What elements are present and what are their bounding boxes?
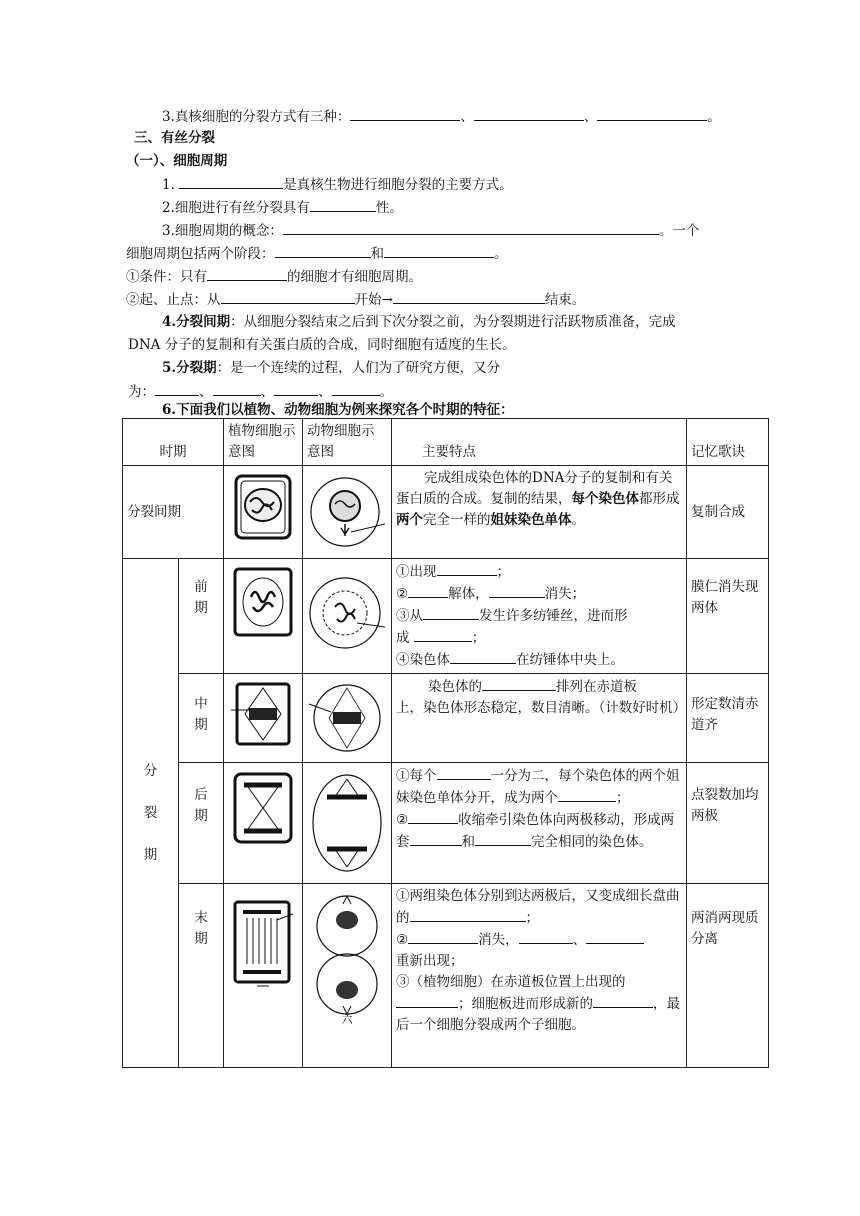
feature-text: ④染色体 bbox=[396, 652, 450, 668]
feature-text: 完成组成染色体的DNA分子的复制和有关蛋白质的合成。复制的结果， bbox=[396, 470, 673, 507]
item-title: 4.分裂间期 bbox=[162, 314, 231, 330]
feature-text: 重新出现； bbox=[396, 953, 464, 969]
feature-text: 都形成 bbox=[639, 491, 680, 507]
header-period: 时期 bbox=[123, 419, 224, 466]
m-phase-char: 分 bbox=[143, 762, 158, 779]
item-text: ：是一个连续的过程，人们为了研究方便，又分 bbox=[216, 360, 501, 376]
blank[interactable] bbox=[414, 627, 472, 642]
period-mark: 。 bbox=[379, 384, 393, 400]
table-row bbox=[123, 884, 769, 1068]
blank[interactable] bbox=[489, 583, 545, 598]
item-text: 开始→ bbox=[354, 292, 393, 308]
blank[interactable] bbox=[593, 993, 653, 1008]
feature-text: 和 bbox=[461, 834, 475, 850]
item-text: ①条件：只有 bbox=[126, 269, 207, 285]
feature-text: ③（植物细胞）在赤道板位置上出现的 bbox=[396, 974, 626, 990]
blank[interactable] bbox=[437, 561, 497, 576]
metaphase-mnemonic: 形定数清赤道齐 bbox=[687, 674, 769, 763]
feature-text: 染色体的 bbox=[428, 679, 482, 695]
blank[interactable] bbox=[437, 765, 491, 780]
period-mark: 。 bbox=[707, 109, 721, 125]
blank[interactable] bbox=[207, 266, 287, 281]
item-6: 6.下面我们以植物、动物细胞为例来探究各个时期的特征： bbox=[162, 402, 514, 418]
feature-text: ；细胞板进而形成新的 bbox=[458, 996, 593, 1012]
header-features: 主要特点 bbox=[392, 419, 687, 466]
item-text: 和 bbox=[370, 246, 384, 262]
feature-text: 消失； bbox=[544, 586, 586, 602]
blank[interactable] bbox=[475, 831, 531, 846]
phase-char: 前 bbox=[194, 579, 208, 595]
blank[interactable] bbox=[221, 289, 355, 304]
blank[interactable] bbox=[275, 243, 371, 258]
separator: 、 bbox=[199, 384, 213, 400]
plant-anaphase-figure bbox=[224, 763, 303, 884]
feature-text: ，最后一个细胞分裂成两个子细胞。 bbox=[396, 996, 680, 1033]
blank[interactable] bbox=[474, 106, 584, 121]
figure-label: 六 bbox=[341, 1013, 353, 1026]
header-animal: 动物细胞示意图 bbox=[303, 419, 392, 466]
plant-cell-metaphase-image bbox=[231, 682, 295, 746]
feature-text: 、 bbox=[572, 932, 587, 948]
telophase-features bbox=[392, 884, 687, 1068]
item-4 bbox=[162, 312, 676, 332]
item-number: 1. bbox=[162, 177, 175, 193]
feature-text: 消失， bbox=[478, 932, 519, 948]
plant-cell-telophase-image bbox=[231, 900, 295, 990]
blank[interactable] bbox=[558, 787, 616, 802]
question-3-text: 3.真核细胞的分裂方式有三种： bbox=[162, 109, 351, 125]
plant-cell-prophase-image bbox=[233, 567, 293, 637]
blank[interactable] bbox=[310, 197, 376, 212]
m-phase-label bbox=[123, 559, 179, 1068]
plant-metaphase-figure bbox=[224, 674, 303, 763]
item-text: 2.细胞进行有丝分裂具有 bbox=[162, 200, 310, 216]
plant-prophase-figure bbox=[224, 559, 303, 674]
table-row bbox=[123, 559, 769, 674]
subsection-1-title: （一）、细胞周期 bbox=[126, 153, 228, 169]
table-row bbox=[123, 466, 769, 559]
m-phase-char: 裂 bbox=[143, 804, 158, 821]
blank[interactable] bbox=[155, 381, 199, 396]
blank[interactable] bbox=[274, 381, 318, 396]
phase-char: 中 bbox=[194, 696, 208, 712]
metaphase-name bbox=[179, 674, 224, 763]
feature-text: ② bbox=[396, 932, 409, 948]
blank[interactable] bbox=[350, 106, 460, 121]
item-text: 。 bbox=[494, 246, 508, 262]
feature-text: 完全相同的染色体。 bbox=[531, 834, 653, 850]
item-text: 是真核生物进行细胞分裂的主要方式。 bbox=[283, 177, 513, 193]
plant-telophase-figure bbox=[224, 884, 303, 1068]
item-text: ②起、止点：从 bbox=[126, 292, 221, 308]
item-text: 为： bbox=[128, 384, 155, 400]
feature-text: ； bbox=[471, 630, 486, 646]
feature-text: ② bbox=[396, 812, 409, 828]
feature-text: ③从 bbox=[396, 608, 423, 624]
blank[interactable] bbox=[423, 605, 479, 620]
interphase-features bbox=[392, 466, 687, 559]
prophase-mnemonic: 膜仁消失现两体 bbox=[687, 559, 769, 674]
feature-text: 上，染色体形态稳定，数目清晰。（计数好时机） bbox=[396, 700, 687, 716]
plant-interphase-figure bbox=[224, 466, 303, 559]
condition-line bbox=[126, 266, 422, 287]
prophase-name bbox=[179, 559, 224, 674]
interphase-name: 分裂间期 bbox=[123, 466, 224, 559]
telophase-name bbox=[179, 884, 224, 1068]
feature-text: 在纺锤体中央上。 bbox=[516, 652, 624, 668]
table-row bbox=[123, 674, 769, 763]
blank[interactable] bbox=[179, 174, 283, 189]
animal-prophase-figure bbox=[303, 559, 392, 674]
item-1 bbox=[162, 174, 513, 195]
item-text: 的细胞才有细胞周期。 bbox=[287, 269, 422, 285]
feature-text: ； bbox=[496, 564, 510, 580]
separator: 、 bbox=[583, 109, 598, 125]
section-3-title: 三、有丝分裂 bbox=[134, 130, 215, 146]
anaphase-features bbox=[392, 763, 687, 884]
item-text: 细胞周期包括两个阶段： bbox=[126, 246, 275, 262]
feature-text: ①两组染色体分别到达两极后，又变成细长盘曲的 bbox=[396, 888, 680, 926]
prophase-features bbox=[392, 559, 687, 674]
table-row bbox=[123, 763, 769, 884]
item-text: 结束。 bbox=[544, 292, 586, 308]
feature-text: ； bbox=[525, 910, 539, 926]
feature-emphasis: 姐妹染色单体 bbox=[490, 512, 572, 528]
feature-text: 完全一样的 bbox=[423, 512, 491, 528]
feature-emphasis: 每个染色体 bbox=[571, 491, 639, 507]
blank[interactable] bbox=[410, 831, 462, 846]
feature-text: ② bbox=[396, 586, 409, 602]
phase-char: 期 bbox=[194, 808, 208, 824]
item-text: 性。 bbox=[375, 200, 403, 216]
blank[interactable] bbox=[396, 993, 458, 1008]
question-3-line bbox=[162, 106, 721, 127]
animal-cell-metaphase-image bbox=[307, 682, 387, 754]
feature-text: ①出现 bbox=[396, 564, 437, 580]
blank[interactable] bbox=[408, 809, 458, 824]
blank[interactable] bbox=[393, 289, 545, 304]
item-text: 。一个 bbox=[658, 223, 700, 239]
animal-cell-telophase-image bbox=[307, 892, 387, 1026]
mitosis-table bbox=[122, 418, 769, 1068]
item-text: 3.细胞周期的概念： bbox=[162, 223, 283, 239]
separator: 、 bbox=[318, 384, 332, 400]
blank[interactable] bbox=[586, 929, 644, 944]
blank[interactable] bbox=[384, 243, 494, 258]
phase-char: 期 bbox=[194, 600, 208, 616]
header-plant: 植物细胞示意图 bbox=[224, 419, 303, 466]
plant-cell-interphase-image bbox=[234, 474, 292, 540]
item-3-cont bbox=[126, 243, 508, 264]
item-text: ：从细胞分裂结束之后到下次分裂之前，为分裂期进行活跃物质准备，完成 bbox=[230, 314, 676, 330]
item-4-cont: DNA 分子的复制和有关蛋白质的合成，同时细胞有适度的生长。 bbox=[128, 337, 516, 353]
blank[interactable] bbox=[408, 929, 478, 944]
feature-text: 解体， bbox=[448, 586, 489, 602]
blank[interactable] bbox=[450, 649, 516, 664]
animal-interphase-figure bbox=[303, 466, 392, 559]
feature-text: 收缩牵引染色体向两极移动，形成两套 bbox=[396, 812, 675, 850]
separator: 、 bbox=[260, 384, 274, 400]
item-5-cont bbox=[128, 381, 393, 402]
interphase-mnemonic: 复制合成 bbox=[687, 466, 769, 559]
feature-text: 一分为二，每个染色体的两个姐妹染色单体分开，成为两个 bbox=[396, 768, 680, 806]
animal-cell-anaphase-image bbox=[307, 771, 387, 875]
animal-cell-interphase-image bbox=[307, 474, 387, 550]
plant-cell-anaphase-image bbox=[232, 771, 294, 845]
item-title: 5.分裂期 bbox=[162, 360, 217, 376]
phase-char: 后 bbox=[194, 787, 208, 803]
separator: 、 bbox=[460, 109, 474, 125]
feature-text: 。 bbox=[571, 512, 585, 528]
blank[interactable] bbox=[283, 220, 659, 235]
anaphase-name bbox=[179, 763, 224, 884]
phase-char: 期 bbox=[194, 931, 208, 947]
header-mnemonic: 记忆歌诀 bbox=[687, 419, 769, 466]
feature-text: ； bbox=[616, 790, 630, 806]
animal-cell-prophase-image bbox=[307, 567, 387, 659]
anaphase-mnemonic: 点裂数加均两极 bbox=[687, 763, 769, 884]
feature-text: 成 bbox=[396, 630, 414, 646]
feature-text: 排列在赤道板 bbox=[556, 679, 637, 695]
animal-metaphase-figure bbox=[303, 674, 392, 763]
blank[interactable] bbox=[213, 381, 261, 396]
blank[interactable] bbox=[410, 907, 526, 922]
blank[interactable] bbox=[332, 381, 380, 396]
phase-char: 期 bbox=[194, 717, 208, 733]
telophase-mnemonic: 两消两现质分离 bbox=[687, 884, 769, 1068]
blank[interactable] bbox=[408, 583, 448, 598]
table-header-row bbox=[123, 419, 769, 466]
animal-anaphase-figure bbox=[303, 763, 392, 884]
phase-char: 末 bbox=[194, 910, 208, 926]
feature-emphasis: 两个 bbox=[396, 512, 423, 528]
metaphase-features bbox=[392, 674, 687, 763]
start-end-line bbox=[126, 289, 585, 310]
blank[interactable] bbox=[519, 929, 573, 944]
animal-telophase-figure bbox=[303, 884, 392, 1068]
item-2 bbox=[162, 197, 403, 218]
feature-text: ①每个 bbox=[396, 768, 437, 784]
blank[interactable] bbox=[597, 106, 707, 121]
m-phase-char: 期 bbox=[143, 846, 158, 863]
blank[interactable] bbox=[482, 676, 556, 691]
item-5 bbox=[162, 358, 500, 378]
feature-text: 发生许多纺锤丝，进而形 bbox=[479, 608, 628, 624]
item-3 bbox=[162, 220, 699, 241]
